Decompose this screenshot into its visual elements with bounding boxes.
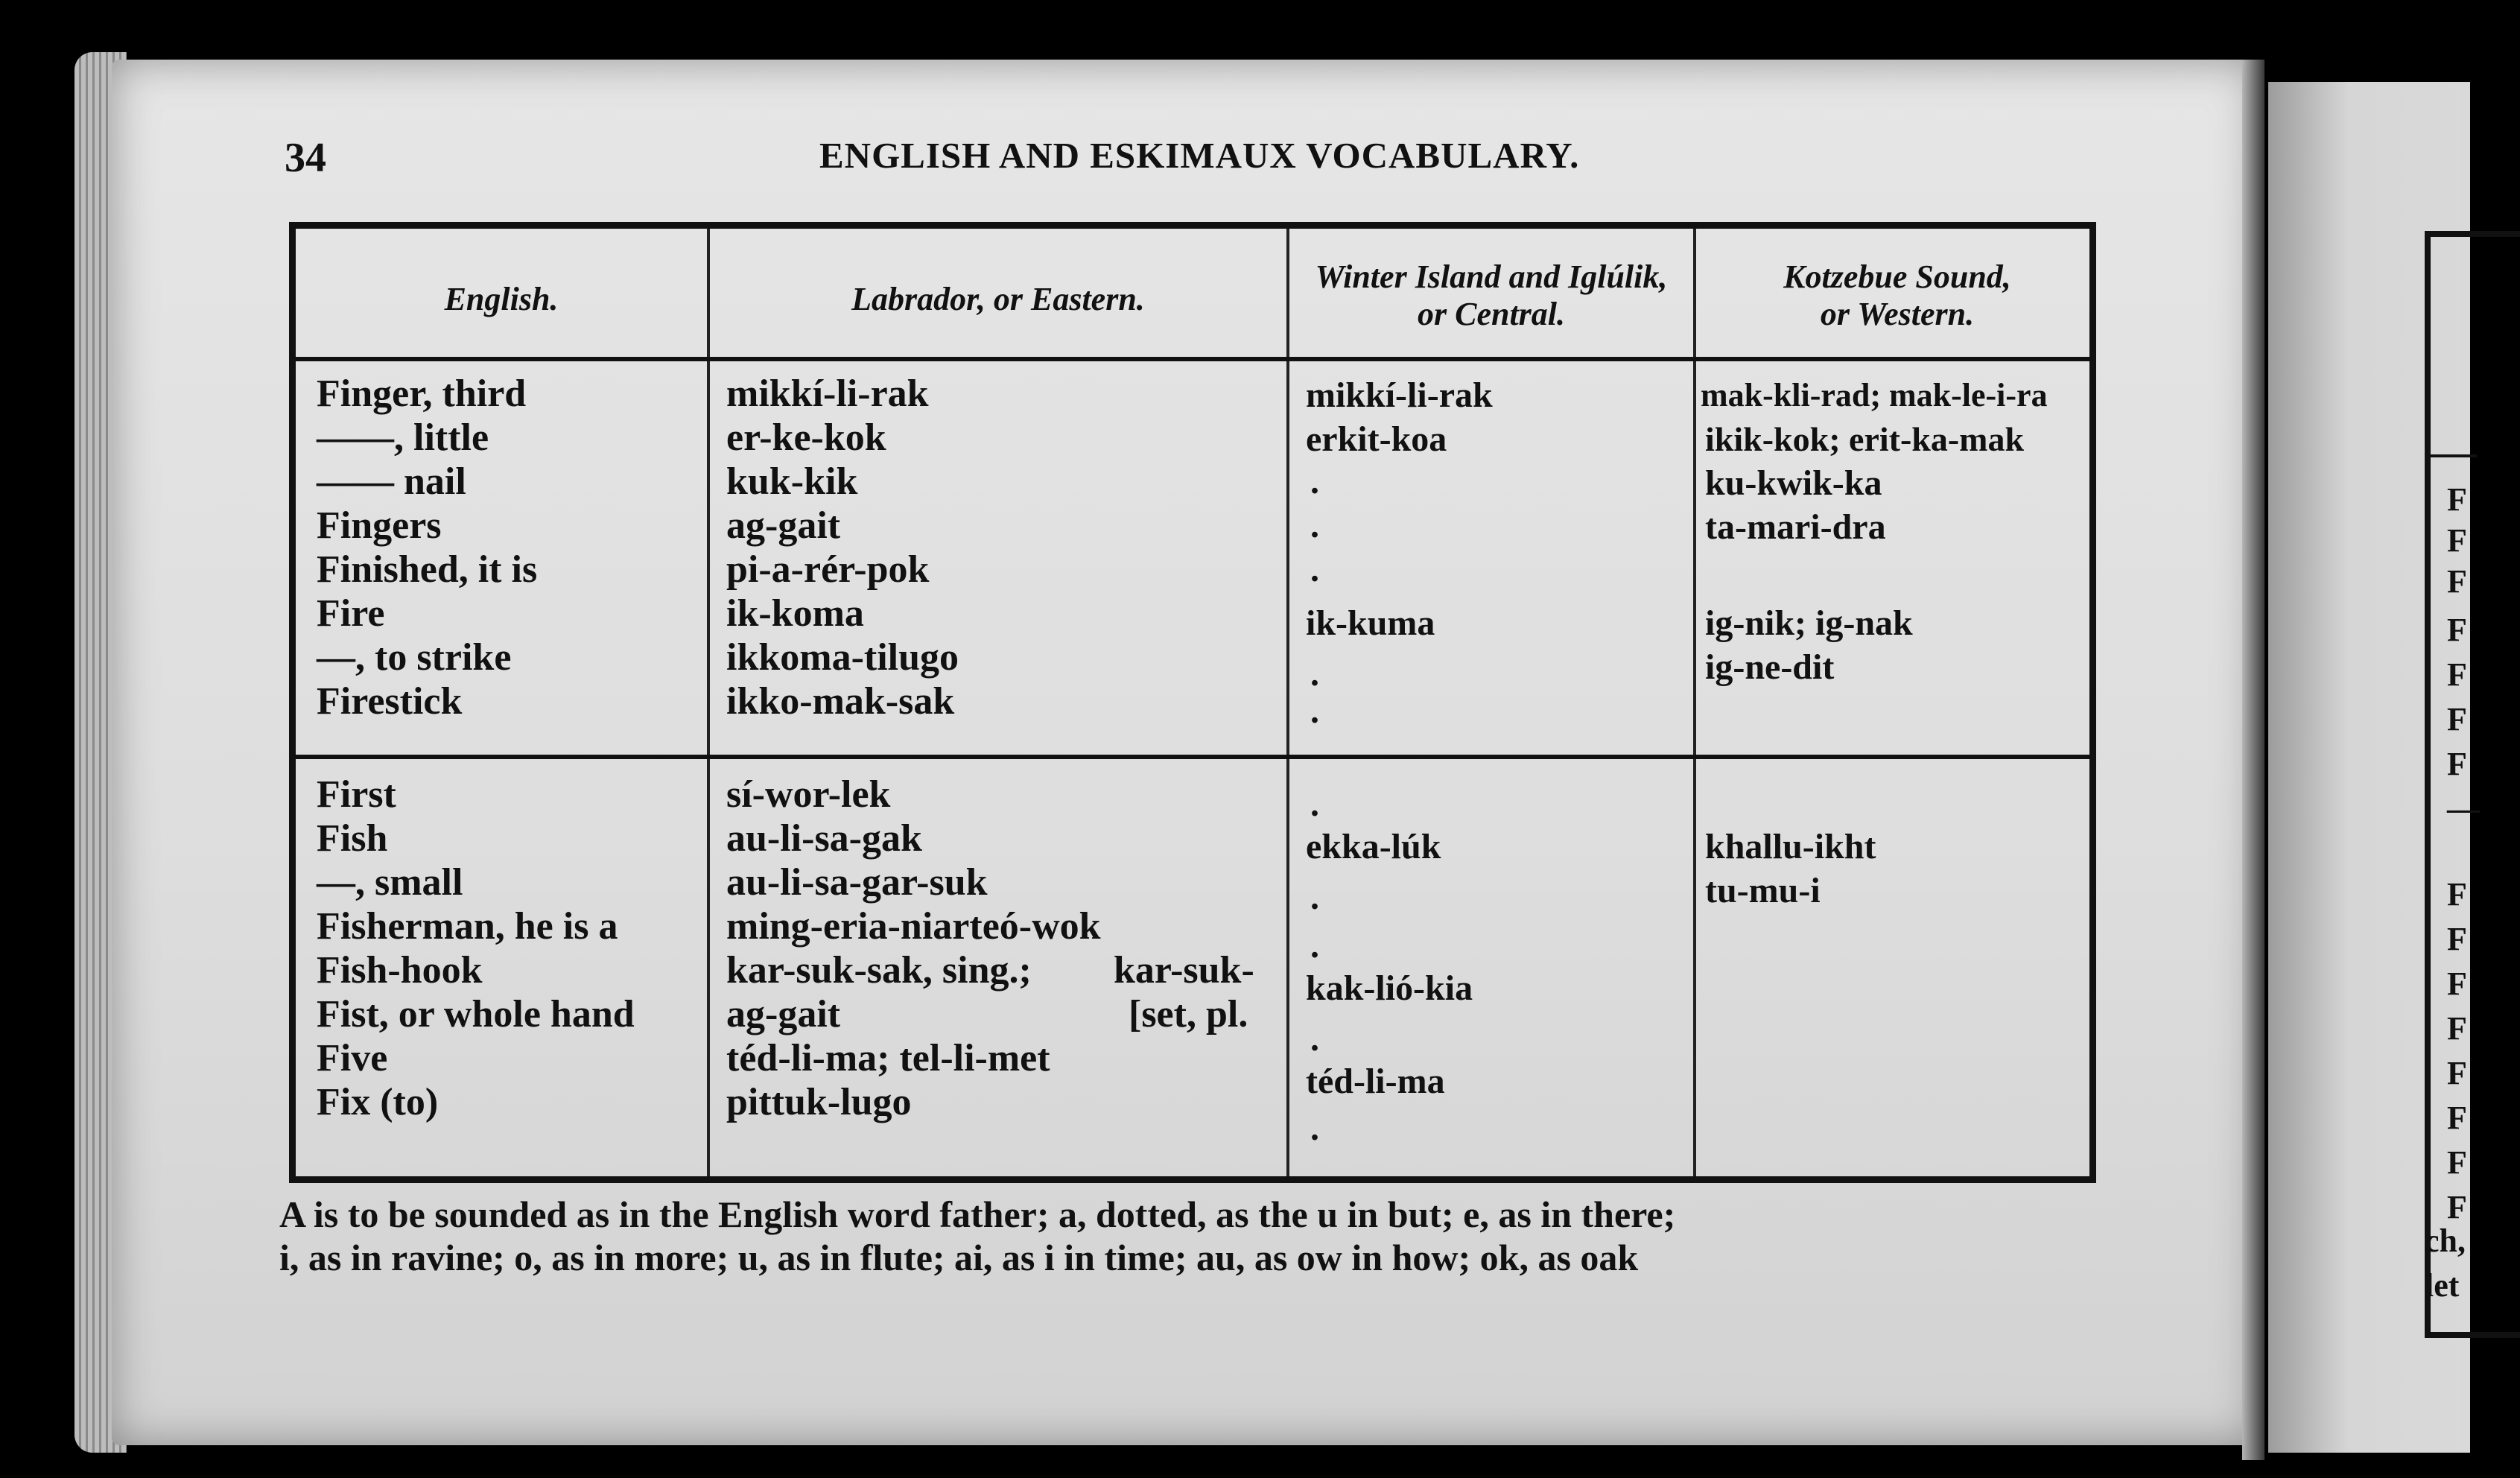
central-word: erkit-koa	[1306, 419, 1447, 459]
labrador-word: mikkí-li-rak	[726, 372, 929, 415]
labrador-word: téd-li-ma; tel-li-met	[726, 1037, 1050, 1079]
english-word: ——, little	[317, 416, 489, 459]
facing-letter: F	[2447, 1055, 2467, 1091]
labrador-word: kar-suk-sak, sing.;	[726, 949, 1032, 992]
central-word: ik-kuma	[1306, 603, 1435, 643]
english-word: —— nail	[317, 460, 466, 503]
labrador-word: ag-gait	[726, 993, 841, 1035]
central-word: kak-lió-kia	[1306, 968, 1473, 1008]
ditto-dot: .	[1310, 1019, 1319, 1059]
english-word: First	[317, 773, 396, 816]
ditto-dot: .	[1310, 926, 1319, 965]
central-word: mikkí-li-rak	[1306, 375, 1493, 415]
english-word: —, small	[317, 861, 463, 904]
central-word: ekka-lúk	[1306, 827, 1441, 866]
header-labrador: Labrador, or Eastern.	[851, 281, 1145, 317]
pronunciation-note-line2: i, as in ravine; o, as in more; u, as in flute; ai, as i in time; au, as ow in how; ok, as oak	[279, 1237, 1639, 1278]
facing-letter: F	[2447, 1100, 2467, 1136]
facing-letter: —	[2447, 790, 2480, 827]
facing-note: ch,	[2425, 1222, 2466, 1259]
english-word: Five	[317, 1037, 388, 1079]
labrador-word: sí-wor-lek	[726, 773, 891, 816]
facing-letter: F	[2447, 1010, 2467, 1047]
facing-letter: F	[2447, 522, 2467, 559]
english-word: Fingers	[317, 504, 442, 547]
header-english: English.	[444, 281, 559, 317]
book-gutter	[2242, 60, 2264, 1460]
english-word: Fisherman, he is a	[317, 905, 618, 948]
facing-letter: F	[2447, 481, 2467, 518]
western-word: ta-mari-dra	[1705, 507, 1886, 547]
column-divider	[1693, 229, 1696, 1176]
page-number: 34	[285, 135, 326, 181]
header-central-line1: Winter Island and Iglúlik,	[1315, 259, 1668, 295]
labrador-word: er-ke-kok	[726, 416, 886, 459]
ditto-dot: .	[1310, 550, 1319, 589]
vocabulary-table	[289, 222, 2096, 1183]
western-word: ig-ne-dit	[1705, 647, 1835, 687]
labrador-word: au-li-sa-gar-suk	[726, 861, 988, 904]
facing-page	[2268, 82, 2480, 1453]
facing-table-header	[2425, 231, 2477, 457]
ditto-dot: .	[1310, 654, 1319, 694]
header-western-line2: or Western.	[1820, 296, 1975, 332]
labrador-word: kuk-kik	[726, 460, 858, 503]
english-word: Fish-hook	[317, 949, 483, 992]
facing-letter: F	[2447, 612, 2467, 648]
central-word: téd-li-ma	[1306, 1062, 1445, 1101]
ditto-dot: .	[1310, 691, 1319, 731]
english-word: Fish	[317, 817, 388, 860]
english-word: Finished, it is	[317, 548, 538, 591]
labrador-word: ag-gait	[726, 504, 841, 547]
ditto-dot: .	[1310, 506, 1319, 545]
western-word: mak-kli-rad; mak-le-i-ra	[1701, 377, 2048, 413]
header-western-line1: Kotzebue Sound,	[1783, 259, 2011, 295]
western-word: tu-mu-i	[1705, 871, 1821, 910]
labrador-word: ming-eria-niarteó-wok	[726, 905, 1101, 948]
facing-letter: F	[2447, 921, 2467, 957]
english-word: Firestick	[317, 680, 463, 723]
labrador-word-continued: kar-suk-	[1114, 949, 1254, 992]
labrador-word: ik-koma	[726, 592, 864, 635]
english-word: Finger, third	[317, 372, 527, 415]
section-rule	[296, 755, 2089, 759]
western-word: ku-kwik-ka	[1705, 463, 1882, 503]
labrador-word: au-li-sa-gak	[726, 817, 922, 860]
labrador-word: pi-a-rér-pok	[726, 548, 930, 591]
column-divider	[707, 229, 710, 1176]
facing-letter: F	[2447, 1144, 2467, 1181]
running-head: ENGLISH AND ESKIMAUX VOCABULARY.	[819, 135, 1580, 176]
facing-letter: F	[2447, 656, 2467, 693]
labrador-word: ikkoma-tilugo	[726, 636, 959, 679]
western-word: ikik-kok; erit-ka-mak	[1705, 420, 2025, 458]
labrador-word-continued: [set, pl.	[1129, 993, 1248, 1035]
facing-note: let	[2425, 1267, 2460, 1304]
western-word: ig-nik; ig-nak	[1705, 603, 1913, 643]
header-rule	[296, 357, 2089, 361]
ditto-dot: .	[1310, 1108, 1319, 1148]
header-western	[1696, 259, 2098, 333]
facing-letter: F	[2447, 701, 2467, 738]
header-central-line2: or Central.	[1417, 296, 1566, 332]
labrador-word: pittuk-lugo	[726, 1081, 912, 1123]
facing-letter: F	[2447, 965, 2467, 1002]
pronunciation-note-line1: A is to be sounded as in the English word father; a, dotted, as the u in but; e, as in there;	[279, 1193, 1676, 1235]
english-word: —, to strike	[317, 636, 512, 679]
ditto-dot: .	[1310, 878, 1319, 917]
ditto-dot: .	[1310, 784, 1319, 824]
ditto-dot: .	[1310, 462, 1319, 501]
column-divider	[1286, 229, 1289, 1176]
facing-letter: F	[2447, 563, 2467, 600]
western-word: khallu-ikht	[1705, 827, 1876, 866]
english-word: Fix (to)	[317, 1081, 439, 1123]
facing-letter: F	[2447, 746, 2467, 782]
facing-letter: F	[2447, 1189, 2467, 1225]
labrador-word: ikko-mak-sak	[726, 680, 955, 723]
header-central	[1289, 259, 1693, 333]
facing-letter: F	[2447, 876, 2467, 913]
english-word: Fist, or whole hand	[317, 993, 635, 1035]
english-word: Fire	[317, 592, 385, 635]
